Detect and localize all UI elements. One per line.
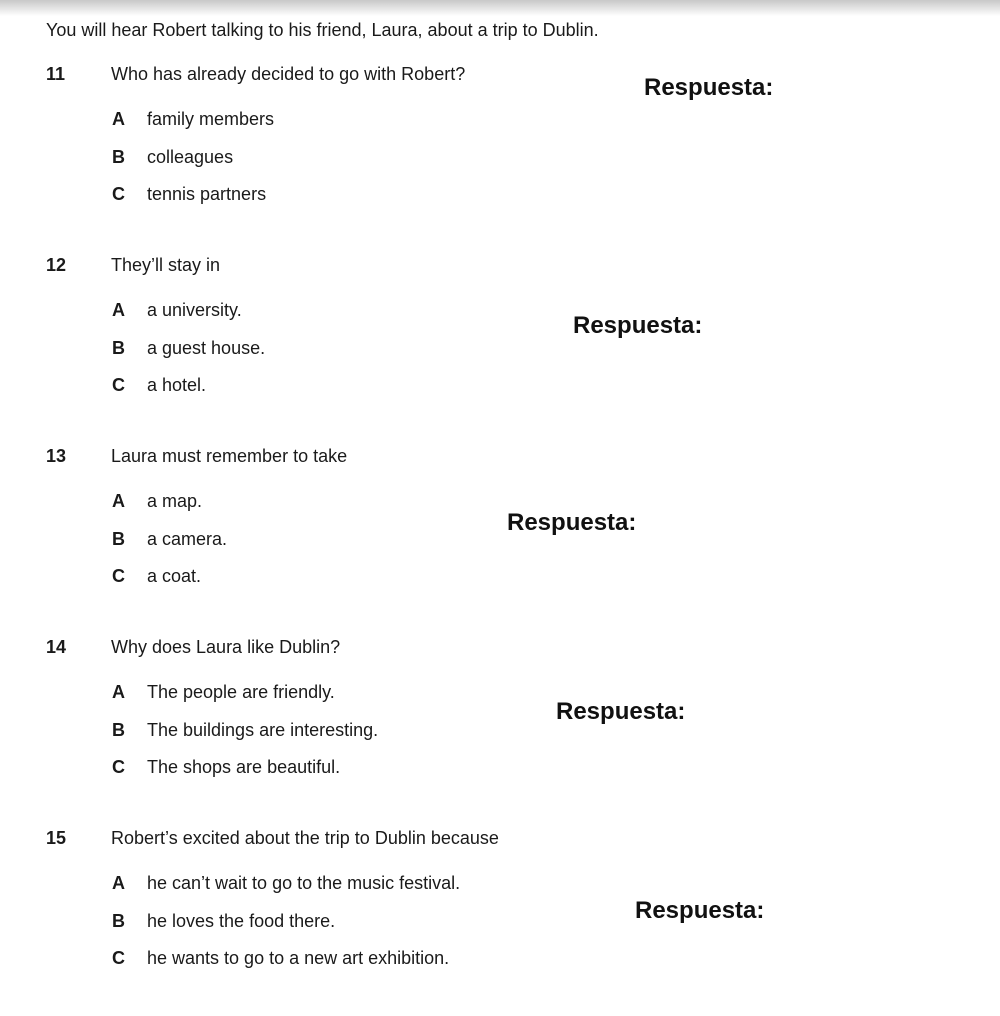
top-shadow <box>0 0 1000 16</box>
option-text: The people are friendly. <box>147 682 335 702</box>
option-text: a camera. <box>147 529 228 549</box>
option-text: he loves the food there. <box>147 911 336 931</box>
question-text: They’ll stay in <box>111 255 221 275</box>
answer-label: Respuesta: <box>573 312 703 339</box>
option-text: a coat. <box>147 566 202 586</box>
option-text: The shops are beautiful. <box>147 757 341 777</box>
option-letter: A <box>112 109 125 129</box>
option-text: a university. <box>147 300 242 320</box>
question-text: Robert’s excited about the trip to Dublin because <box>111 828 499 848</box>
option-text: a guest house. <box>147 338 266 358</box>
option-text: a map. <box>147 491 203 511</box>
option-letter: B <box>112 529 125 549</box>
question-number: 15 <box>46 828 67 848</box>
answer-label: Respuesta: <box>507 509 637 536</box>
option-letter: C <box>112 375 125 395</box>
option-text: family members <box>147 109 275 129</box>
answer-label: Respuesta: <box>635 897 765 924</box>
option-letter: C <box>112 184 125 204</box>
answer-label: Respuesta: <box>644 74 774 101</box>
question-number: 14 <box>46 637 67 657</box>
option-letter: C <box>112 948 125 968</box>
question-number: 13 <box>46 446 67 466</box>
option-text: a hotel. <box>147 375 207 395</box>
question-text: Laura must remember to take <box>111 446 348 466</box>
intro-text: You will hear Robert talking to his friend, Laura, about a trip to Dublin. <box>46 20 599 40</box>
question-number: 11 <box>46 64 66 84</box>
option-text: tennis partners <box>147 184 267 204</box>
option-letter: C <box>112 566 125 586</box>
option-letter: B <box>112 720 125 740</box>
option-letter: B <box>112 911 125 931</box>
option-text: he can’t wait to go to the music festival. <box>147 873 461 893</box>
question-text: Why does Laura like Dublin? <box>111 637 341 657</box>
option-letter: A <box>112 300 125 320</box>
option-letter: A <box>112 682 125 702</box>
question-number: 12 <box>46 255 67 275</box>
option-letter: A <box>112 491 125 511</box>
question-text: Who has already decided to go with Robert? <box>111 64 466 84</box>
option-text: he wants to go to a new art exhibition. <box>147 948 450 968</box>
option-letter: B <box>112 338 125 358</box>
option-text: colleagues <box>147 147 234 167</box>
option-letter: B <box>112 147 125 167</box>
answer-label: Respuesta: <box>556 698 686 725</box>
option-letter: A <box>112 873 125 893</box>
option-text: The buildings are interesting. <box>147 720 379 740</box>
option-letter: C <box>112 757 125 777</box>
